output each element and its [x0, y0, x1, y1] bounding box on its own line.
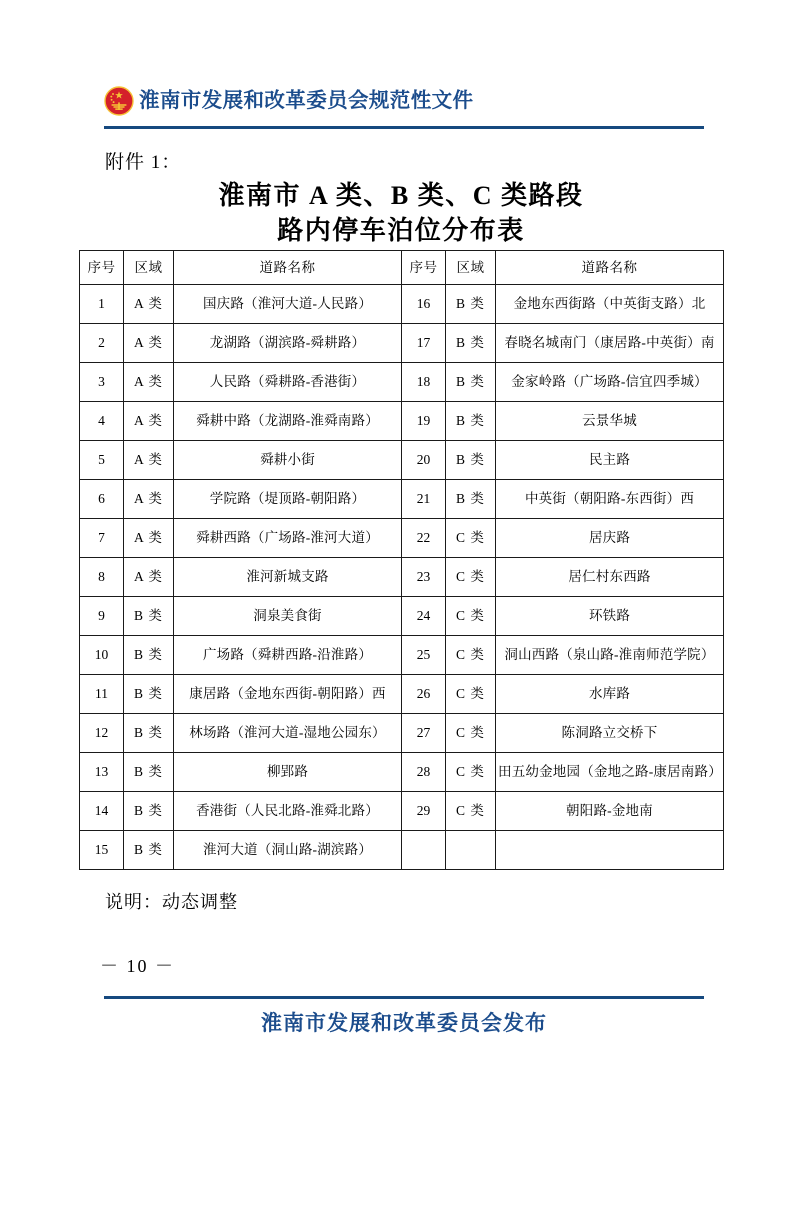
row-no-right: 28 — [402, 753, 446, 792]
row-no-left: 9 — [80, 597, 124, 636]
row-road-left: 人民路（舜耕路-香港街） — [174, 363, 402, 402]
row-road-right: 环铁路 — [496, 597, 724, 636]
row-road-right: 陈洞路立交桥下 — [496, 714, 724, 753]
row-area-right: C 类 — [446, 792, 496, 831]
table-row — [80, 519, 724, 558]
row-road-right: 中英街（朝阳路-东西街）西 — [496, 480, 724, 519]
row-area-right: C 类 — [446, 675, 496, 714]
row-no-left: 10 — [80, 636, 124, 675]
row-area-left: A 类 — [124, 441, 174, 480]
note-text: 说明：动态调整 — [105, 892, 238, 912]
row-area-right: C 类 — [446, 636, 496, 675]
column-header-area-right: 区域 — [446, 251, 496, 285]
row-area-left: A 类 — [124, 402, 174, 441]
row-no-right: 22 — [402, 519, 446, 558]
row-no-left: 13 — [80, 753, 124, 792]
table-row — [80, 714, 724, 753]
row-road-left: 舜耕中路（龙湖路-淮舜南路） — [174, 402, 402, 441]
table-row — [80, 480, 724, 519]
row-area-right: B 类 — [446, 363, 496, 402]
row-area-left: B 类 — [124, 753, 174, 792]
row-no-left: 5 — [80, 441, 124, 480]
row-area-left: A 类 — [124, 480, 174, 519]
table-header-row — [80, 251, 724, 285]
row-road-left: 学院路（堤顶路-朝阳路） — [174, 480, 402, 519]
row-no-right: 25 — [402, 636, 446, 675]
masthead — [104, 84, 704, 118]
row-no-right: 26 — [402, 675, 446, 714]
row-no-right: 21 — [402, 480, 446, 519]
table-row — [80, 363, 724, 402]
row-road-right: 金家岭路（广场路-信宜四季城） — [496, 363, 724, 402]
row-road-left: 淮河大道（洞山路-湖滨路） — [174, 831, 402, 870]
row-no-right: 16 — [402, 285, 446, 324]
row-area-right: C 类 — [446, 558, 496, 597]
row-no-right — [402, 831, 446, 870]
row-area-left: A 类 — [124, 285, 174, 324]
row-no-left: 1 — [80, 285, 124, 324]
parking-table-container — [79, 250, 723, 870]
column-header-no-left: 序号 — [80, 251, 124, 285]
row-road-right: 朝阳路-金地南 — [496, 792, 724, 831]
table-row — [80, 753, 724, 792]
column-header-area-left: 区域 — [124, 251, 174, 285]
row-no-right: 20 — [402, 441, 446, 480]
row-area-right: B 类 — [446, 285, 496, 324]
row-area-right: C 类 — [446, 597, 496, 636]
doc-title-line2: 路内停车泊位分布表 — [277, 216, 525, 245]
table-header — [80, 251, 724, 285]
row-road-right: 春晓名城南门（康居路-中英街）南 — [496, 324, 724, 363]
masthead-title: 淮南市发展和改革委员会规范性文件 — [139, 89, 474, 112]
table-row — [80, 558, 724, 597]
row-road-left: 洞泉美食街 — [174, 597, 402, 636]
row-no-left: 15 — [80, 831, 124, 870]
table-row — [80, 402, 724, 441]
table-row — [80, 675, 724, 714]
row-road-left: 柳郢路 — [174, 753, 402, 792]
table-row — [80, 285, 724, 324]
row-no-right: 24 — [402, 597, 446, 636]
row-road-left: 国庆路（淮河大道-人民路） — [174, 285, 402, 324]
page-number: － 10 － — [100, 956, 175, 976]
row-road-left: 舜耕小街 — [174, 441, 402, 480]
row-road-right: 金地东西街路（中英街支路）北 — [496, 285, 724, 324]
row-no-right: 23 — [402, 558, 446, 597]
row-road-left: 香港街（人民北路-淮舜北路） — [174, 792, 402, 831]
row-no-left: 2 — [80, 324, 124, 363]
row-no-right: 18 — [402, 363, 446, 402]
row-road-left: 广场路（舜耕西路-沿淮路） — [174, 636, 402, 675]
row-area-left: B 类 — [124, 597, 174, 636]
row-road-left: 龙湖路（湖滨路-舜耕路） — [174, 324, 402, 363]
page-title — [79, 178, 723, 248]
row-area-right: C 类 — [446, 519, 496, 558]
row-area-right: C 类 — [446, 714, 496, 753]
row-area-left: B 类 — [124, 675, 174, 714]
row-no-left: 8 — [80, 558, 124, 597]
table-row — [80, 441, 724, 480]
row-road-right: 洞山西路（泉山路-淮南师范学院） — [496, 636, 724, 675]
row-area-right: B 类 — [446, 402, 496, 441]
row-area-right: C 类 — [446, 753, 496, 792]
row-road-right: 田五幼金地园（金地之路-康居南路） — [496, 753, 724, 792]
row-no-left: 7 — [80, 519, 124, 558]
header-rule — [104, 126, 704, 129]
row-area-left: A 类 — [124, 324, 174, 363]
column-header-road-left: 道路名称 — [174, 251, 402, 285]
row-road-right: 民主路 — [496, 441, 724, 480]
row-area-right: B 类 — [446, 441, 496, 480]
parking-distribution-table — [79, 250, 724, 870]
row-area-left: B 类 — [124, 636, 174, 675]
row-area-left: A 类 — [124, 519, 174, 558]
row-area-right — [446, 831, 496, 870]
row-no-left: 14 — [80, 792, 124, 831]
footer-publisher: 淮南市发展和改革委员会发布 — [261, 1012, 547, 1035]
row-road-right — [496, 831, 724, 870]
row-no-right: 19 — [402, 402, 446, 441]
row-no-left: 6 — [80, 480, 124, 519]
row-road-left: 康居路（金地东西街-朝阳路）西 — [174, 675, 402, 714]
row-road-left: 淮河新城支路 — [174, 558, 402, 597]
row-no-right: 29 — [402, 792, 446, 831]
row-area-left: A 类 — [124, 558, 174, 597]
row-road-left: 舜耕西路（广场路-淮河大道） — [174, 519, 402, 558]
table-body — [80, 285, 724, 870]
row-no-left: 3 — [80, 363, 124, 402]
row-no-right: 17 — [402, 324, 446, 363]
table-row — [80, 792, 724, 831]
footer-rule — [104, 996, 704, 999]
row-no-left: 11 — [80, 675, 124, 714]
national-emblem-icon — [104, 86, 134, 116]
table-row — [80, 597, 724, 636]
row-no-left: 12 — [80, 714, 124, 753]
row-area-left: B 类 — [124, 792, 174, 831]
row-area-right: B 类 — [446, 480, 496, 519]
row-no-right: 27 — [402, 714, 446, 753]
row-road-right: 云景华城 — [496, 402, 724, 441]
table-row — [80, 831, 724, 870]
row-area-right: B 类 — [446, 324, 496, 363]
row-area-left: B 类 — [124, 831, 174, 870]
row-road-right: 居仁村东西路 — [496, 558, 724, 597]
row-road-right: 水库路 — [496, 675, 724, 714]
row-road-left: 林场路（淮河大道-湿地公园东） — [174, 714, 402, 753]
column-header-road-right: 道路名称 — [496, 251, 724, 285]
row-area-left: B 类 — [124, 714, 174, 753]
table-row — [80, 636, 724, 675]
doc-title-line1: 淮南市 A 类、B 类、C 类路段 — [218, 181, 584, 210]
row-no-left: 4 — [80, 402, 124, 441]
attachment-label: 附件 1： — [105, 152, 182, 173]
column-header-no-right: 序号 — [402, 251, 446, 285]
table-row — [80, 324, 724, 363]
row-road-right: 居庆路 — [496, 519, 724, 558]
row-area-left: A 类 — [124, 363, 174, 402]
